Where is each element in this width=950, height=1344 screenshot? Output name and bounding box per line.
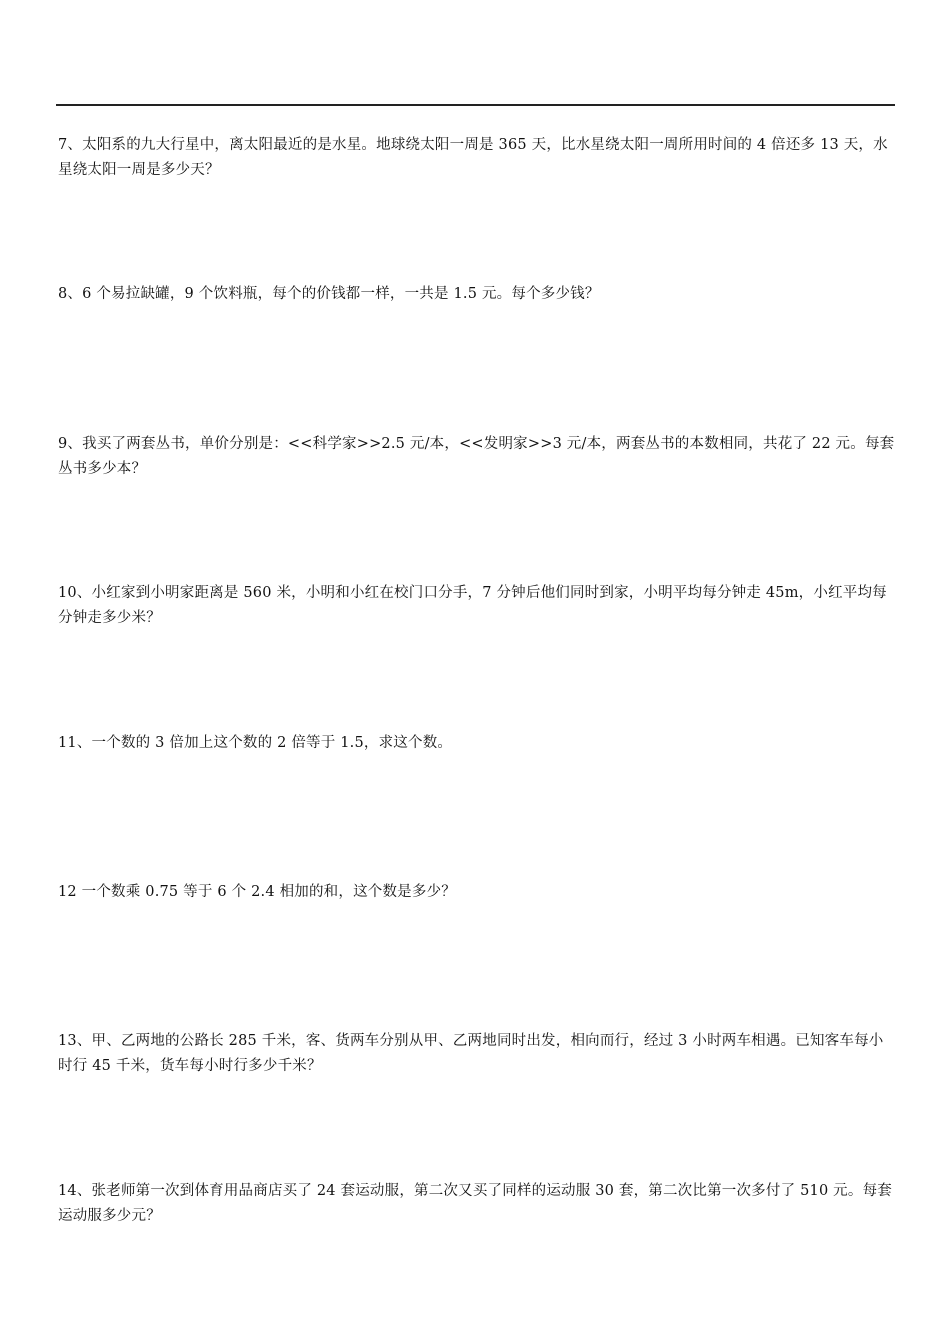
problem-14: 14、张老师第一次到体育用品商店买了 24 套运动服，第二次又买了同样的运动服 30 套，第二次比第一次多付了 510 元。每套运动服多少元？ bbox=[58, 1183, 892, 1224]
problem-8: 8、6 个易拉缺罐，9 个饮料瓶，每个的价钱都一样，一共是 1.5 元。每个多少钱？ bbox=[58, 286, 600, 302]
header-rule bbox=[56, 104, 895, 106]
problem-11: 11、一个数的 3 倍加上这个数的 2 倍等于 1.5，求这个数。 bbox=[58, 735, 453, 751]
problem-10: 10、小红家到小明家距离是 560 米，小明和小红在校门口分手，7 分钟后他们同时到家，小明平均每分钟走 45m，小红平均每分钟走多少米？ bbox=[58, 585, 887, 626]
problem-13: 13、甲、乙两地的公路长 285 千米，客、货两车分别从甲、乙两地同时出发，相向而行，经过 3 小时两车相遇。已知客车每小时行 45 千米，货车每小时行多少千米？ bbox=[58, 1033, 884, 1074]
problem-12: 12 一个数乘 0.75 等于 6 个 2.4 相加的和，这个数是多少？ bbox=[58, 884, 456, 900]
problem-7: 7、太阳系的九大行星中，离太阳最近的是水星。地球绕太阳一周是 365 天，比水星绕太阳一周所用时间的 4 倍还多 13 天，水星绕太阳一周是多少天？ bbox=[58, 137, 888, 178]
problem-9: 9、我买了两套丛书，单价分别是：<<科学家>>2.5 元/本，<<发明家>>3 元/本，两套丛书的本数相同，共花了 22 元。每套丛书多少本？ bbox=[58, 436, 895, 477]
